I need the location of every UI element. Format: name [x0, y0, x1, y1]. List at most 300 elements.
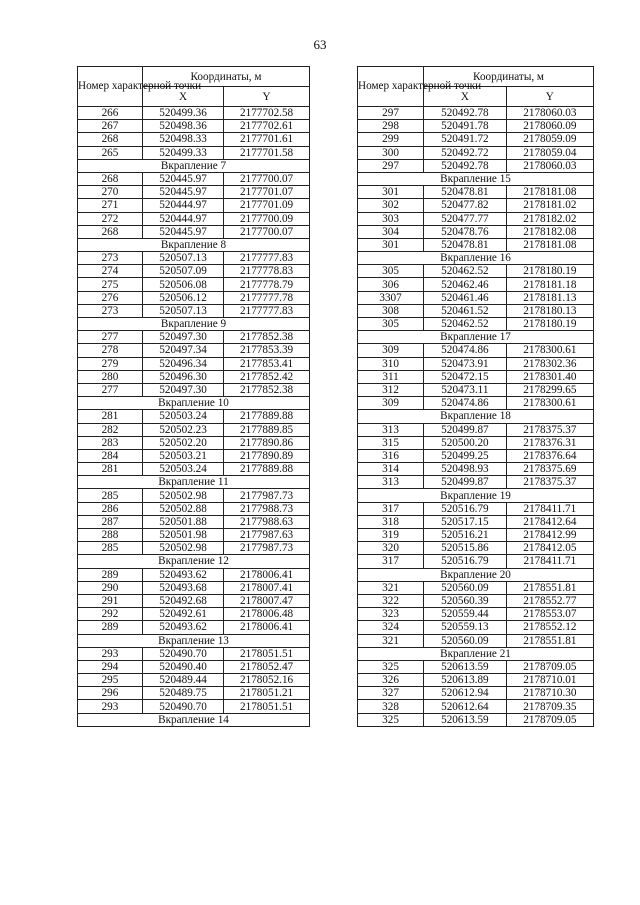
y-coordinate-cell: 2178412.64 — [506, 515, 593, 528]
point-number-cell: 327 — [358, 687, 424, 700]
y-coordinate-cell: 2177701.61 — [224, 133, 310, 146]
x-coordinate-cell: 520473.91 — [424, 357, 507, 370]
section-row — [78, 397, 310, 410]
x-coordinate-cell: 520502.98 — [142, 542, 223, 555]
point-number-cell: 316 — [358, 449, 424, 462]
y-coordinate-cell: 2178180.19 — [506, 265, 593, 278]
point-number-cell: 317 — [358, 555, 424, 568]
point-number-cell: 277 — [78, 383, 143, 396]
x-coordinate-cell: 520613.59 — [424, 660, 507, 673]
point-number-cell: 300 — [358, 146, 424, 159]
table-row — [78, 423, 310, 436]
y-coordinate-cell: 2178060.09 — [506, 120, 593, 133]
x-coordinate-cell: 520497.30 — [142, 331, 223, 344]
y-coordinate-cell: 2177889.88 — [224, 410, 310, 423]
point-number-cell: 288 — [78, 529, 143, 542]
section-row — [78, 476, 310, 489]
table-row — [78, 120, 310, 133]
section-label: Вкрапление 8 — [78, 238, 310, 251]
x-coordinate-cell: 520506.08 — [142, 278, 223, 291]
x-coordinate-cell: 520478.81 — [424, 186, 507, 199]
y-coordinate-cell: 2178059.09 — [506, 133, 593, 146]
table-row — [78, 357, 310, 370]
point-number-cell: 315 — [358, 436, 424, 449]
point-number-cell: 279 — [78, 357, 143, 370]
x-coordinate-cell: 520444.97 — [142, 199, 223, 212]
section-row — [78, 634, 310, 647]
y-coordinate-cell: 2178181.13 — [506, 291, 593, 304]
y-coordinate-cell: 2178411.71 — [506, 502, 593, 515]
header-point-number: Номер характерной точки — [78, 67, 143, 107]
page-number: 63 — [313, 37, 327, 52]
y-coordinate-cell: 2177700.07 — [224, 225, 310, 238]
point-number-cell: 273 — [78, 304, 143, 317]
y-coordinate-cell: 2177777.78 — [224, 291, 310, 304]
y-coordinate-cell: 2178710.30 — [506, 687, 593, 700]
point-number-cell: 326 — [358, 674, 424, 687]
y-coordinate-cell: 2178052.16 — [224, 674, 310, 687]
x-coordinate-cell: 520462.52 — [424, 318, 507, 331]
point-number-cell: 313 — [358, 476, 424, 489]
point-number-cell: 285 — [78, 489, 143, 502]
table-row — [358, 397, 594, 410]
table-row — [358, 120, 594, 133]
point-number-cell: 312 — [358, 383, 424, 396]
section-label: Вкрапление 10 — [78, 397, 310, 410]
header-y: Y — [506, 87, 593, 107]
section-label: Вкрапление 12 — [78, 555, 310, 568]
table-row — [78, 502, 310, 515]
y-coordinate-cell: 2177701.58 — [224, 146, 310, 159]
x-coordinate-cell: 520502.23 — [142, 423, 223, 436]
y-coordinate-cell: 2178552.77 — [506, 594, 593, 607]
x-coordinate-cell: 520496.30 — [142, 370, 223, 383]
section-row — [358, 252, 594, 265]
table-row — [78, 212, 310, 225]
y-coordinate-cell: 2178051.51 — [224, 700, 310, 713]
point-number-cell: 293 — [78, 647, 143, 660]
y-coordinate-cell: 2177701.07 — [224, 186, 310, 199]
table-row — [358, 515, 594, 528]
y-coordinate-cell: 2177777.83 — [224, 252, 310, 265]
table-row — [358, 700, 594, 713]
y-coordinate-cell: 2177853.39 — [224, 344, 310, 357]
point-number-cell: 325 — [358, 660, 424, 673]
point-number-cell: 273 — [78, 252, 143, 265]
point-number-cell: 291 — [78, 594, 143, 607]
point-number-cell: 301 — [358, 238, 424, 251]
y-coordinate-cell: 2178181.08 — [506, 186, 593, 199]
x-coordinate-cell: 520612.94 — [424, 687, 507, 700]
x-coordinate-cell: 520501.88 — [142, 515, 223, 528]
y-coordinate-cell: 2178006.41 — [224, 621, 310, 634]
x-coordinate-cell: 520472.15 — [424, 370, 507, 383]
point-number-cell: 297 — [358, 159, 424, 172]
table-row — [358, 555, 594, 568]
y-coordinate-cell: 2178376.64 — [506, 449, 593, 462]
x-coordinate-cell: 520503.24 — [142, 410, 223, 423]
table-row — [78, 265, 310, 278]
header-x: X — [424, 87, 507, 107]
point-number-cell: 301 — [358, 186, 424, 199]
y-coordinate-cell: 2178052.47 — [224, 660, 310, 673]
x-coordinate-cell: 520507.13 — [142, 252, 223, 265]
x-coordinate-cell: 520503.24 — [142, 463, 223, 476]
table-row — [358, 159, 594, 172]
x-coordinate-cell: 520489.75 — [142, 687, 223, 700]
y-coordinate-cell: 2177890.86 — [224, 436, 310, 449]
section-row — [358, 568, 594, 581]
section-label: Вкрапление 16 — [358, 252, 594, 265]
x-coordinate-cell: 520490.40 — [142, 660, 223, 673]
point-number-cell: 325 — [358, 713, 424, 726]
point-number-cell: 275 — [78, 278, 143, 291]
point-number-cell: 283 — [78, 436, 143, 449]
table-row — [358, 476, 594, 489]
table-row — [358, 542, 594, 555]
table-row — [78, 581, 310, 594]
x-coordinate-cell: 520490.70 — [142, 647, 223, 660]
x-coordinate-cell: 520444.97 — [142, 212, 223, 225]
table-row — [78, 225, 310, 238]
section-row — [78, 159, 310, 172]
table-row — [78, 107, 310, 120]
y-coordinate-cell: 2177987.73 — [224, 542, 310, 555]
point-number-cell: 294 — [78, 660, 143, 673]
table-row — [78, 594, 310, 607]
table-row — [358, 608, 594, 621]
table-row — [358, 594, 594, 607]
table-body — [358, 107, 594, 727]
point-number-cell: 281 — [78, 410, 143, 423]
x-coordinate-cell: 520497.34 — [142, 344, 223, 357]
point-number-cell: 297 — [358, 107, 424, 120]
point-number-cell: 314 — [358, 463, 424, 476]
header-point-number: Номер характерной точки — [358, 67, 424, 107]
y-coordinate-cell: 2178375.37 — [506, 423, 593, 436]
x-coordinate-cell: 520445.97 — [142, 186, 223, 199]
x-coordinate-cell: 520492.78 — [424, 159, 507, 172]
x-coordinate-cell: 520516.79 — [424, 502, 507, 515]
point-number-cell: 285 — [78, 542, 143, 555]
x-coordinate-cell: 520613.89 — [424, 674, 507, 687]
coordinates-table-left — [77, 66, 310, 727]
table-row — [78, 331, 310, 344]
table-row — [358, 621, 594, 634]
y-coordinate-cell: 2177702.61 — [224, 120, 310, 133]
table-row — [78, 568, 310, 581]
table-row — [78, 489, 310, 502]
table-row — [358, 687, 594, 700]
x-coordinate-cell: 520493.62 — [142, 568, 223, 581]
section-row — [358, 410, 594, 423]
header-coordinates: Координаты, м — [424, 67, 594, 87]
point-number-cell: 289 — [78, 568, 143, 581]
point-number-cell: 322 — [358, 594, 424, 607]
table-row — [358, 199, 594, 212]
x-coordinate-cell: 520491.78 — [424, 120, 507, 133]
x-coordinate-cell: 520490.70 — [142, 700, 223, 713]
table-row — [78, 449, 310, 462]
x-coordinate-cell: 520499.87 — [424, 476, 507, 489]
x-coordinate-cell: 520517.15 — [424, 515, 507, 528]
y-coordinate-cell: 2178300.61 — [506, 344, 593, 357]
table-row — [78, 621, 310, 634]
y-coordinate-cell: 2178301.40 — [506, 370, 593, 383]
y-coordinate-cell: 2178709.05 — [506, 660, 593, 673]
y-coordinate-cell: 2178302.36 — [506, 357, 593, 370]
point-number-cell: 305 — [358, 318, 424, 331]
section-label: Вкрапление 14 — [78, 713, 310, 726]
header-coordinates: Координаты, м — [142, 67, 309, 87]
y-coordinate-cell: 2178060.03 — [506, 159, 593, 172]
table-row — [78, 674, 310, 687]
point-number-cell: 277 — [78, 331, 143, 344]
y-coordinate-cell: 2178059.04 — [506, 146, 593, 159]
section-label: Вкрапление 11 — [78, 476, 310, 489]
point-number-cell: 324 — [358, 621, 424, 634]
table-row — [78, 529, 310, 542]
y-coordinate-cell: 2178180.19 — [506, 318, 593, 331]
table-row — [78, 199, 310, 212]
table-row — [358, 436, 594, 449]
table-row — [358, 107, 594, 120]
table-row — [78, 660, 310, 673]
table-row — [358, 581, 594, 594]
point-number-cell: 268 — [78, 172, 143, 185]
table-row — [358, 186, 594, 199]
x-coordinate-cell: 520515.86 — [424, 542, 507, 555]
point-number-cell: 278 — [78, 344, 143, 357]
y-coordinate-cell: 2178709.05 — [506, 713, 593, 726]
x-coordinate-cell: 520492.68 — [142, 594, 223, 607]
table-row — [358, 238, 594, 251]
y-coordinate-cell: 2178051.21 — [224, 687, 310, 700]
point-number-cell: 313 — [358, 423, 424, 436]
y-coordinate-cell: 2178006.48 — [224, 608, 310, 621]
section-row — [78, 238, 310, 251]
point-number-cell: 266 — [78, 107, 143, 120]
table-row — [358, 357, 594, 370]
point-number-cell: 310 — [358, 357, 424, 370]
x-coordinate-cell: 520498.93 — [424, 463, 507, 476]
x-coordinate-cell: 520500.20 — [424, 436, 507, 449]
table-row — [358, 383, 594, 396]
point-number-cell: 309 — [358, 397, 424, 410]
point-number-cell: 311 — [358, 370, 424, 383]
point-number-cell: 293 — [78, 700, 143, 713]
y-coordinate-cell: 2177777.83 — [224, 304, 310, 317]
y-coordinate-cell: 2178710.01 — [506, 674, 593, 687]
y-coordinate-cell: 2178007.41 — [224, 581, 310, 594]
section-label: Вкрапление 20 — [358, 568, 594, 581]
x-coordinate-cell: 520497.30 — [142, 383, 223, 396]
y-coordinate-cell: 2177987.63 — [224, 529, 310, 542]
y-coordinate-cell: 2178051.51 — [224, 647, 310, 660]
table-row — [78, 647, 310, 660]
x-coordinate-cell: 520445.97 — [142, 172, 223, 185]
y-coordinate-cell: 2178182.02 — [506, 212, 593, 225]
point-number-cell: 296 — [78, 687, 143, 700]
table-row — [358, 212, 594, 225]
point-number-cell: 272 — [78, 212, 143, 225]
x-coordinate-cell: 520478.81 — [424, 238, 507, 251]
y-coordinate-cell: 2177778.79 — [224, 278, 310, 291]
table-row — [358, 449, 594, 462]
x-coordinate-cell: 520516.79 — [424, 555, 507, 568]
point-number-cell: 304 — [358, 225, 424, 238]
x-coordinate-cell: 520503.21 — [142, 449, 223, 462]
table-row — [78, 410, 310, 423]
table-row — [358, 146, 594, 159]
section-row — [358, 647, 594, 660]
x-coordinate-cell: 520492.72 — [424, 146, 507, 159]
section-label: Вкрапление 7 — [78, 159, 310, 172]
table-row — [358, 370, 594, 383]
point-number-cell: 318 — [358, 515, 424, 528]
table-row — [78, 186, 310, 199]
point-number-cell: 287 — [78, 515, 143, 528]
table-row — [358, 713, 594, 726]
point-number-cell: 302 — [358, 199, 424, 212]
table-row — [78, 252, 310, 265]
table-row — [78, 515, 310, 528]
y-coordinate-cell: 2178006.41 — [224, 568, 310, 581]
x-coordinate-cell: 520502.88 — [142, 502, 223, 515]
table-row — [358, 502, 594, 515]
table-row — [78, 278, 310, 291]
y-coordinate-cell: 2177701.09 — [224, 199, 310, 212]
point-number-cell: 321 — [358, 634, 424, 647]
point-number-cell: 295 — [78, 674, 143, 687]
point-number-cell: 267 — [78, 120, 143, 133]
table-body — [78, 107, 310, 727]
x-coordinate-cell: 520498.33 — [142, 133, 223, 146]
table-row — [78, 291, 310, 304]
x-coordinate-cell: 520560.09 — [424, 581, 507, 594]
point-number-cell: 281 — [78, 463, 143, 476]
table-row — [358, 278, 594, 291]
point-number-cell: 303 — [358, 212, 424, 225]
point-number-cell: 321 — [358, 581, 424, 594]
x-coordinate-cell: 520461.52 — [424, 304, 507, 317]
x-coordinate-cell: 520496.34 — [142, 357, 223, 370]
table-row — [78, 687, 310, 700]
point-number-cell: 276 — [78, 291, 143, 304]
y-coordinate-cell: 2177853.41 — [224, 357, 310, 370]
x-coordinate-cell: 520560.09 — [424, 634, 507, 647]
x-coordinate-cell: 520462.46 — [424, 278, 507, 291]
table-row — [78, 172, 310, 185]
x-coordinate-cell: 520502.98 — [142, 489, 223, 502]
section-row — [358, 172, 594, 185]
table-row — [78, 133, 310, 146]
y-coordinate-cell: 2177890.89 — [224, 449, 310, 462]
point-number-cell: 309 — [358, 344, 424, 357]
x-coordinate-cell: 520474.86 — [424, 397, 507, 410]
x-coordinate-cell: 520478.76 — [424, 225, 507, 238]
x-coordinate-cell: 520474.86 — [424, 344, 507, 357]
point-number-cell: 265 — [78, 146, 143, 159]
y-coordinate-cell: 2178181.08 — [506, 238, 593, 251]
x-coordinate-cell: 520559.44 — [424, 608, 507, 621]
table-row — [358, 634, 594, 647]
header-x: X — [142, 87, 223, 107]
y-coordinate-cell: 2178181.02 — [506, 199, 593, 212]
table-row — [358, 291, 594, 304]
point-number-cell: 274 — [78, 265, 143, 278]
point-number-cell: 299 — [358, 133, 424, 146]
y-coordinate-cell: 2177988.63 — [224, 515, 310, 528]
x-coordinate-cell: 520560.39 — [424, 594, 507, 607]
y-coordinate-cell: 2178180.13 — [506, 304, 593, 317]
y-coordinate-cell: 2178182.08 — [506, 225, 593, 238]
y-coordinate-cell: 2177889.85 — [224, 423, 310, 436]
table-row — [78, 304, 310, 317]
x-coordinate-cell: 520502.20 — [142, 436, 223, 449]
section-row — [358, 489, 594, 502]
point-number-cell: 306 — [358, 278, 424, 291]
x-coordinate-cell: 520498.36 — [142, 120, 223, 133]
x-coordinate-cell: 520499.33 — [142, 146, 223, 159]
point-number-cell: 319 — [358, 529, 424, 542]
section-label: Вкрапление 9 — [78, 318, 310, 331]
x-coordinate-cell: 520473.11 — [424, 383, 507, 396]
table-row — [358, 304, 594, 317]
x-coordinate-cell: 520492.61 — [142, 608, 223, 621]
x-coordinate-cell: 520493.68 — [142, 581, 223, 594]
y-coordinate-cell: 2177700.09 — [224, 212, 310, 225]
x-coordinate-cell: 520507.13 — [142, 304, 223, 317]
y-coordinate-cell: 2178412.05 — [506, 542, 593, 555]
y-coordinate-cell: 2178181.18 — [506, 278, 593, 291]
point-number-cell: 286 — [78, 502, 143, 515]
section-row — [78, 713, 310, 726]
section-label: Вкрапление 15 — [358, 172, 594, 185]
x-coordinate-cell: 520612.64 — [424, 700, 507, 713]
y-coordinate-cell: 2177988.73 — [224, 502, 310, 515]
x-coordinate-cell: 520499.87 — [424, 423, 507, 436]
table-row — [358, 344, 594, 357]
section-label: Вкрапление 13 — [78, 634, 310, 647]
point-number-cell: 282 — [78, 423, 143, 436]
section-row — [358, 331, 594, 344]
table-row — [78, 608, 310, 621]
y-coordinate-cell: 2178412.99 — [506, 529, 593, 542]
x-coordinate-cell: 520613.59 — [424, 713, 507, 726]
table-row — [78, 344, 310, 357]
point-number-cell: 308 — [358, 304, 424, 317]
x-coordinate-cell: 520477.77 — [424, 212, 507, 225]
point-number-cell: 290 — [78, 581, 143, 594]
point-number-cell: 268 — [78, 225, 143, 238]
point-number-cell: 305 — [358, 265, 424, 278]
section-label: Вкрапление 19 — [358, 489, 594, 502]
y-coordinate-cell: 2178060.03 — [506, 107, 593, 120]
x-coordinate-cell: 520492.78 — [424, 107, 507, 120]
y-coordinate-cell: 2178375.69 — [506, 463, 593, 476]
y-coordinate-cell: 2178300.61 — [506, 397, 593, 410]
x-coordinate-cell: 520516.21 — [424, 529, 507, 542]
table-row — [78, 463, 310, 476]
x-coordinate-cell: 520493.62 — [142, 621, 223, 634]
y-coordinate-cell: 2177852.38 — [224, 383, 310, 396]
header-y: Y — [224, 87, 310, 107]
section-label: Вкрапление 17 — [358, 331, 594, 344]
table-row — [78, 436, 310, 449]
point-number-cell: 3307 — [358, 291, 424, 304]
point-number-cell: 280 — [78, 370, 143, 383]
